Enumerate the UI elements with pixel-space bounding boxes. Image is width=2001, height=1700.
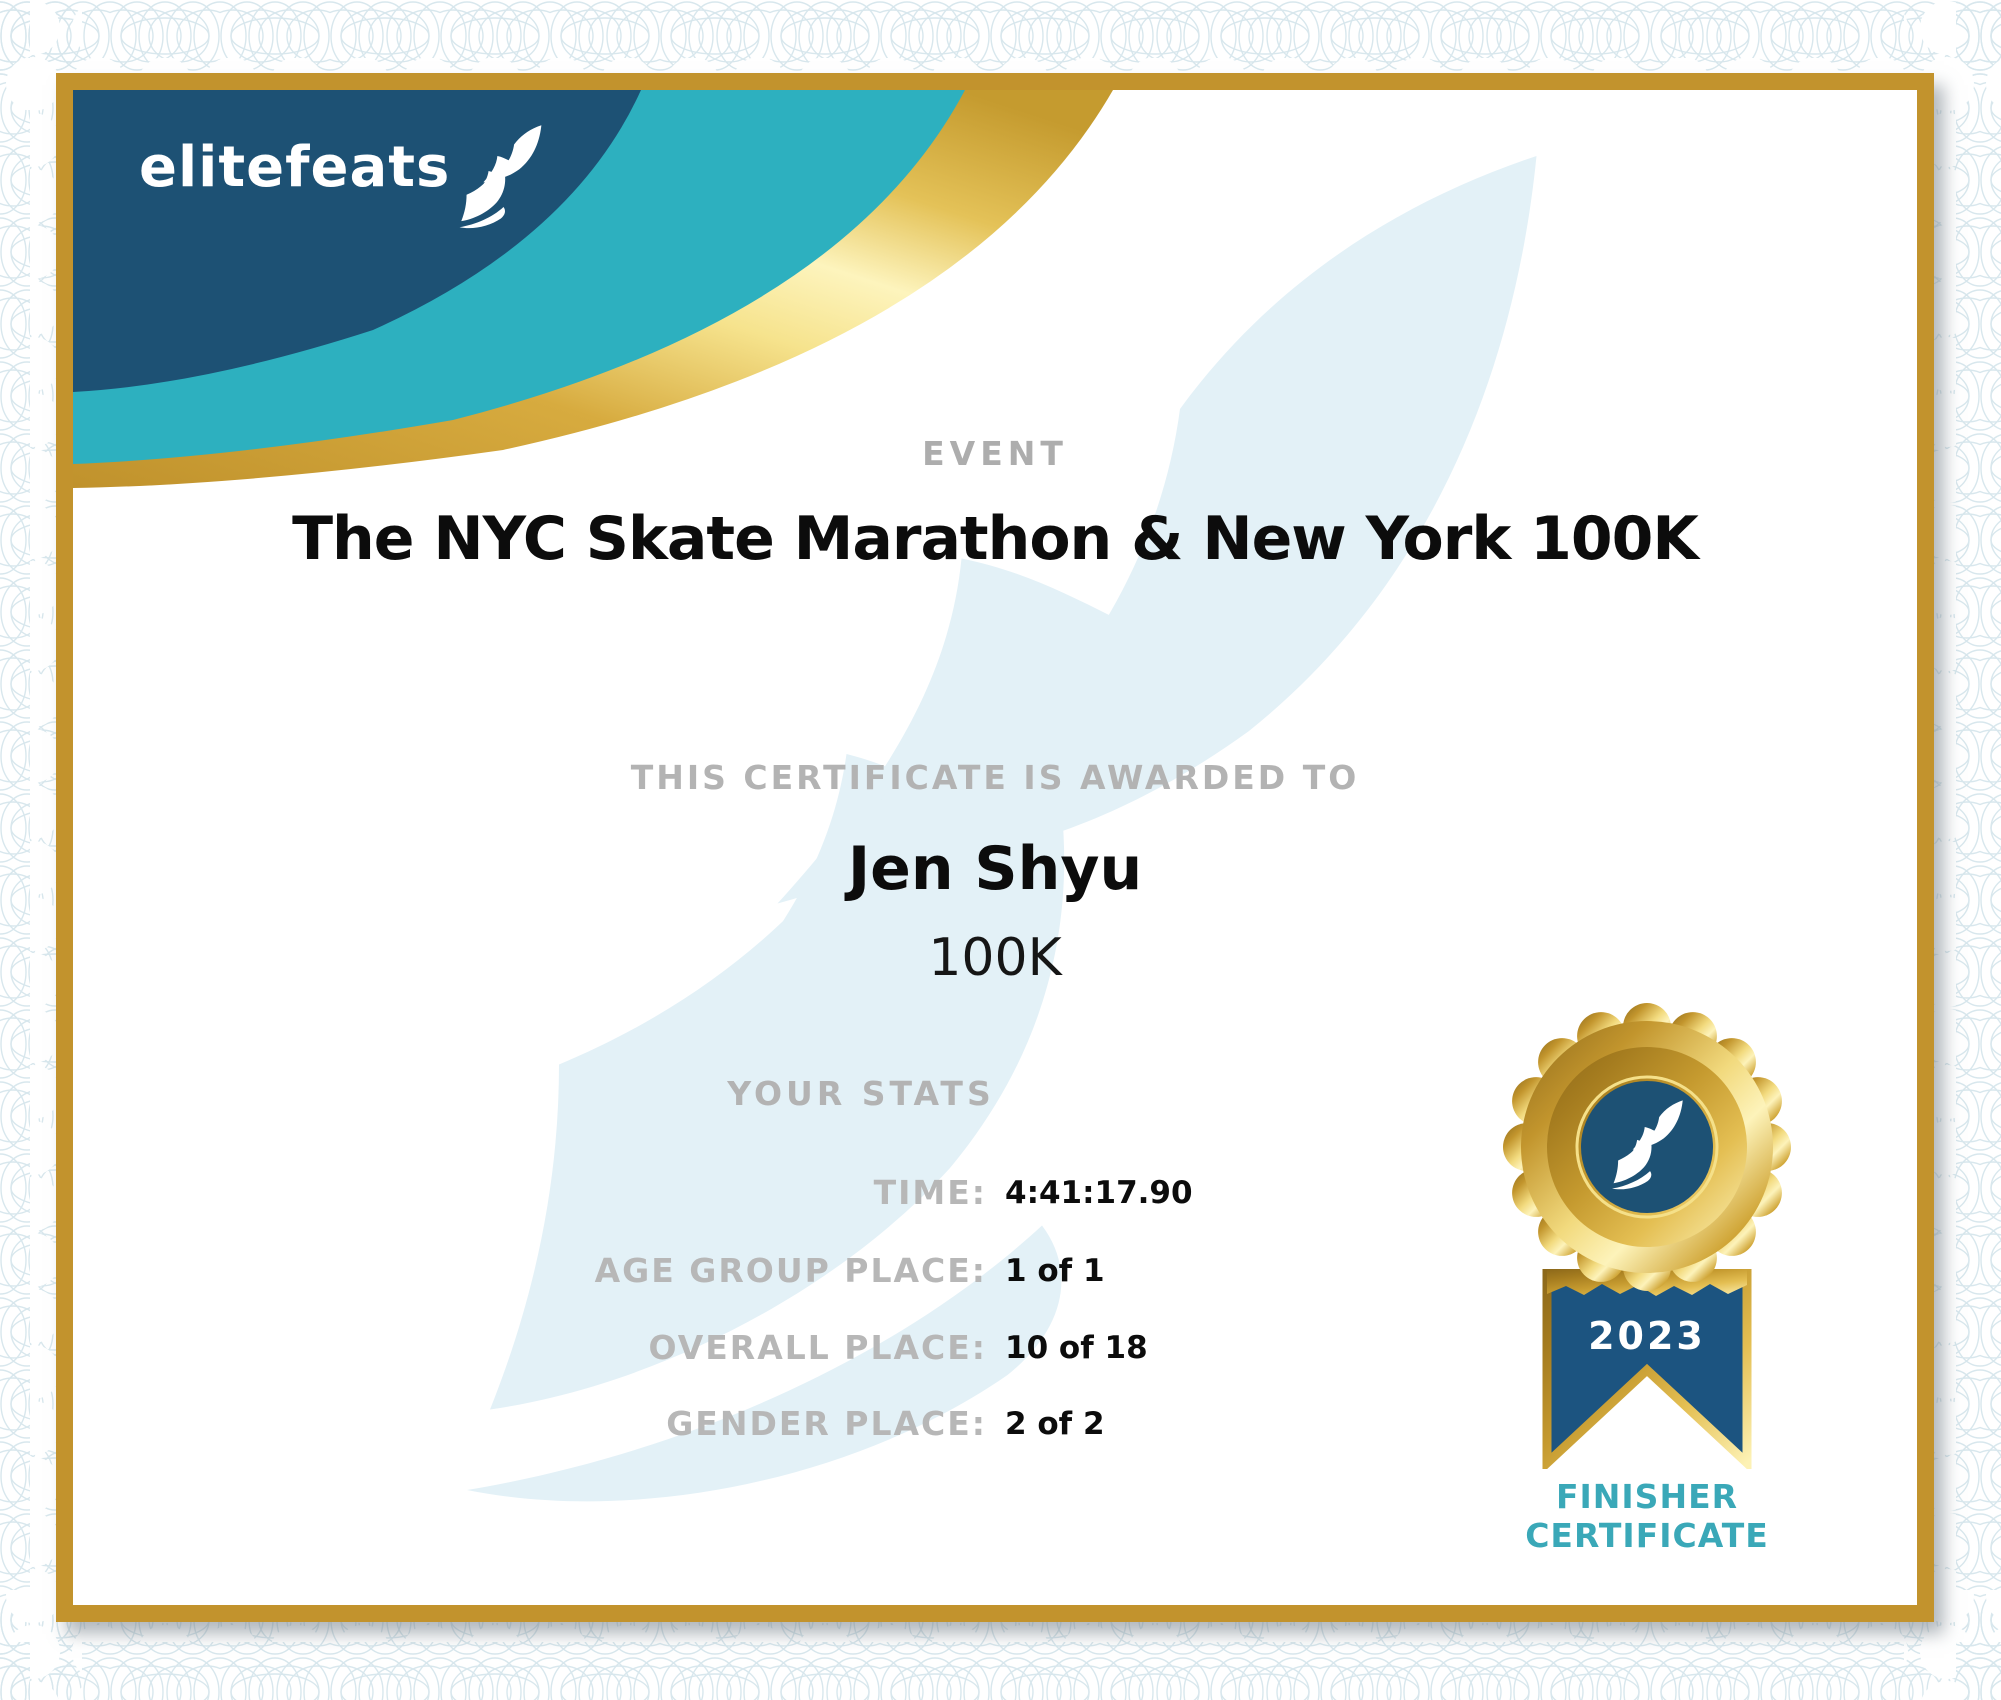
division: 100K xyxy=(928,928,1062,988)
stat-value: 4:41:17.90 xyxy=(1005,1175,1193,1211)
stat-label: AGE GROUP PLACE: xyxy=(594,1251,987,1290)
stat-label: GENDER PLACE: xyxy=(666,1404,987,1443)
badge-caption-line1: FINISHER xyxy=(1555,1477,1739,1516)
stat-label: TIME: xyxy=(873,1173,987,1212)
stat-value: 2 of 2 xyxy=(1005,1406,1105,1442)
badge-caption-line2: CERTIFICATE xyxy=(1525,1515,1769,1555)
stats-heading: YOUR STATS xyxy=(727,1074,995,1113)
stat-value: 1 of 1 xyxy=(1005,1253,1105,1289)
brand-name: elitefeats xyxy=(139,135,451,200)
stat-value: 10 of 18 xyxy=(1005,1330,1148,1366)
event-label: EVENT xyxy=(922,434,1068,473)
awarded-label: THIS CERTIFICATE IS AWARDED TO xyxy=(630,758,1360,797)
badge-year: 2023 xyxy=(1588,1314,1706,1358)
event-title: The NYC Skate Marathon & New York 100K xyxy=(292,504,1698,574)
stat-label: OVERALL PLACE: xyxy=(648,1328,987,1367)
gold-frame xyxy=(56,73,1934,1622)
recipient-name: Jen Shyu xyxy=(847,834,1143,904)
